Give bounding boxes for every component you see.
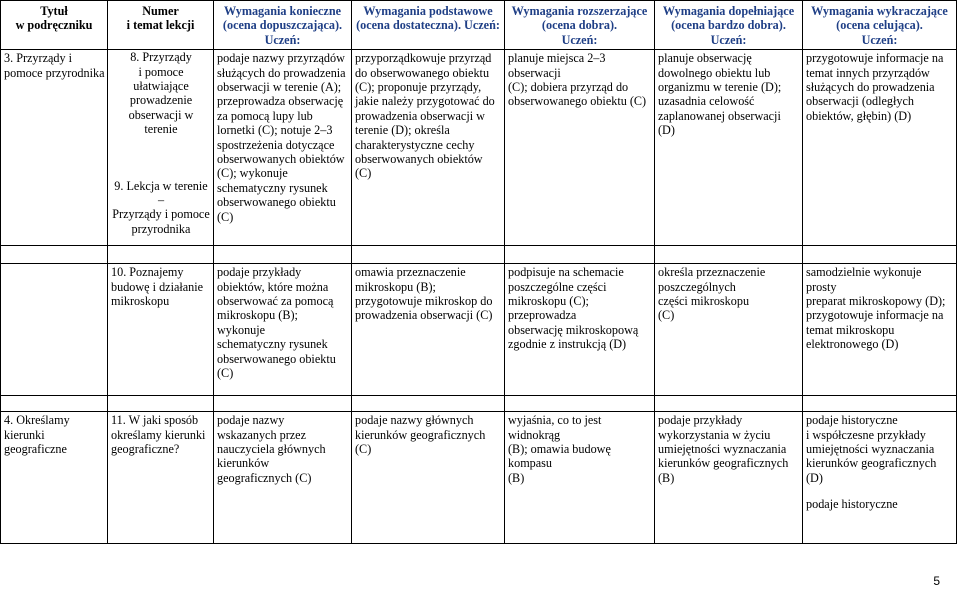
text-line: obiektów, głębin) (D) (806, 108, 912, 123)
text-line: 8. Przyrządy (130, 50, 192, 65)
spacer-cell (1, 396, 108, 412)
text-line: (ocena dostateczna). Uczeń: (356, 18, 500, 33)
text-line: Wymagania konieczne (223, 4, 342, 18)
row-lesson (108, 50, 214, 246)
text-line: prowadzenia obserwacji (C) (355, 308, 493, 323)
text-line: do obserwowanego obiektu (355, 65, 490, 80)
text-line: Uczeń: (561, 32, 598, 47)
text-line: przyrodnika (131, 221, 191, 236)
text-line: Wymagania dopełniające (662, 4, 795, 18)
req-cell (655, 50, 803, 246)
text-line: Wymagania wykraczające (811, 4, 948, 18)
text-line: planuje obserwację (658, 51, 752, 66)
text-line: przygotowuje informacje na (806, 308, 944, 323)
req-cell (352, 50, 505, 246)
text-line: temat mikroskopu (806, 322, 895, 337)
text-line: poszczególnych (658, 279, 736, 294)
req-cell (352, 412, 505, 544)
req-cell (655, 264, 803, 396)
text-line: charakterystyczne cechy (355, 137, 475, 152)
text-line: Wymagania rozszerzające (511, 4, 648, 18)
text-line: w podręczniku (15, 18, 93, 33)
req-cell (803, 412, 957, 544)
text-line: organizmu w terenie (D); (658, 80, 782, 95)
header-lesson (108, 1, 214, 50)
text-line: i współczesne przykłady (806, 427, 926, 442)
table-row (1, 50, 957, 246)
req-cell (214, 50, 352, 246)
text-line: planuje miejsca 2–3 obserwacji (508, 51, 606, 80)
text-line: (B) (658, 470, 675, 485)
text-line: kierunków geograficznych (806, 456, 937, 471)
row-title (1, 412, 108, 544)
row-lesson (108, 412, 214, 544)
text-line: Numer (142, 4, 179, 18)
text-line: poszczególne części (508, 279, 607, 294)
text-line: (D) (806, 470, 823, 485)
text-line: (ocena dopuszczająca). (222, 18, 343, 33)
text-line: podaje nazwy (217, 413, 285, 428)
spacer-cell (1, 246, 108, 264)
text-line: elektronowego (D) (806, 337, 899, 352)
text-line: mikroskopu (111, 294, 170, 309)
spacer-cell (505, 396, 655, 412)
text-line: (ocena bardzo dobra). (671, 18, 786, 33)
text-line: służących do prowadzenia (806, 80, 935, 95)
text-line: i pomoce ułatwiające (133, 64, 189, 94)
page-number: 5 (933, 574, 940, 588)
table-row (1, 412, 957, 544)
text-line: obserwacji w terenie (A); (217, 80, 342, 95)
req-cell (352, 264, 505, 396)
text-line: mikroskopu (B); (355, 279, 436, 294)
text-line: wykonuje (217, 322, 266, 337)
text-line: prowadzenia obserwacji w (355, 108, 485, 123)
text-line: Przyrządy i pomoce (112, 207, 210, 222)
spacer-cell (803, 396, 957, 412)
spacer-cell (108, 246, 214, 264)
text-line: nauczyciela głównych (217, 442, 326, 457)
req-extra-text: podaje historyczne (806, 497, 898, 512)
row-title: 3. Przyrządy i pomoce przyrodnika (1, 50, 108, 246)
text-line: obserwowanego obiektu (217, 351, 336, 366)
text-line: umiejętności wyznaczania (658, 442, 787, 457)
spacer-cell (655, 396, 803, 412)
header-title (1, 1, 108, 50)
text-line: Wymagania podstawowe (363, 4, 493, 18)
lesson-text (111, 179, 211, 245)
text-line: podaje historyczne (806, 413, 898, 428)
req-cell (214, 412, 352, 544)
text-line: budowę i działanie (111, 279, 204, 294)
text-line: obserwowanych obiektów (217, 152, 345, 167)
req-cell (803, 50, 957, 246)
text-line: określamy kierunki (111, 427, 206, 442)
text-line: obserwację mikroskopową (508, 322, 639, 337)
text-line: wykorzystania w życiu (658, 427, 771, 442)
table-header (1, 1, 957, 50)
spacer-cell (214, 396, 352, 412)
table-spacer (1, 246, 957, 264)
table-row (1, 264, 957, 396)
text-line: schematyczny rysunek (217, 337, 328, 352)
spacer-cell (655, 246, 803, 264)
text-line: służących do prowadzenia (217, 65, 346, 80)
text-line: 9. Lekcja w terenie – (114, 178, 208, 207)
text-line: dowolnego obiektu lub (658, 65, 771, 80)
text-line: podaje przykłady (658, 413, 743, 428)
text-line: (C); proponuje przyrządy, (355, 80, 482, 95)
text-line: umiejętności wyznaczania (806, 442, 935, 457)
text-line: (C); wykonuje (217, 166, 288, 181)
header-req-konieczne (214, 1, 352, 50)
text-line: przygotowuje mikroskop do (355, 294, 493, 309)
text-line: (C); dobiera przyrząd do (508, 80, 629, 95)
req-cell (505, 264, 655, 396)
text-line: kierunków geograficznych (658, 456, 789, 471)
text-line: Uczeń: (861, 32, 898, 47)
text-line: (B); omawia budowę kompasu (508, 442, 611, 471)
text-line: Uczeń: (710, 32, 747, 47)
text-line: Uczeń: (264, 32, 301, 47)
text-line: (C) (217, 209, 234, 224)
text-line: (B) (508, 470, 525, 485)
text-line: mikroskopu (C); przeprowadza (508, 294, 589, 323)
text-line: uzasadnia celowość (658, 94, 755, 109)
text-line: obserwowanego obiektu (C) (508, 94, 647, 109)
text-line: preparat mikroskopowy (D); (806, 294, 946, 309)
text-line: (C) (355, 442, 372, 457)
text-line: obiektów, które można (217, 279, 329, 294)
req-cell (655, 412, 803, 544)
table-spacer (1, 396, 957, 412)
req-cell (505, 412, 655, 544)
header-req-rozszerzajace (505, 1, 655, 50)
spacer-cell (352, 246, 505, 264)
text-line: przyporządkowuje przyrząd (355, 51, 492, 66)
text-line: podpisuje na schemacie (508, 265, 624, 280)
text-line: samodzielnie wykonuje prosty (806, 265, 922, 294)
req-cell (214, 264, 352, 396)
text-line: mikroskopu (B); (217, 308, 298, 323)
text-line: (C) (217, 366, 234, 381)
text-line: (C) (658, 308, 675, 323)
text-line: spostrzeżenia dotyczące (217, 137, 335, 152)
header-req-dopelniajace (655, 1, 803, 50)
text-line: lornetki (C); notuje 2–3 (217, 123, 333, 138)
text-line: 10. Poznajemy (111, 265, 184, 280)
text-line: i temat lekcji (126, 18, 195, 33)
text-line: przeprowadza obserwację (217, 94, 344, 109)
req-cell (505, 50, 655, 246)
text-line: (ocena dobra). (541, 18, 618, 33)
text-line: (C) (355, 166, 372, 181)
spacer-cell (505, 246, 655, 264)
text-line: zgodnie z instrukcją (D) (508, 337, 627, 352)
text-line: temat innych przyrządów (806, 65, 930, 80)
text-line: podaje nazwy głównych (355, 413, 474, 428)
row-title (1, 264, 108, 396)
header-req-podstawowe (352, 1, 505, 50)
text-line: podaje nazwy przyrządów (217, 51, 345, 66)
text-line: obserwacji (odległych (806, 94, 914, 109)
header-req-wykraczajace (803, 1, 957, 50)
text-line: omawia przeznaczenie (355, 265, 466, 280)
text-line: obserwować za pomocą (217, 294, 334, 309)
text-line: terenie (D); określa (355, 123, 450, 138)
spacer-cell (803, 246, 957, 264)
text-line: za pomocą lupy lub (217, 108, 313, 123)
req-cell (803, 264, 957, 396)
text-line: schematyczny rysunek (217, 180, 328, 195)
text-line: 11. W jaki sposób (111, 413, 199, 428)
req-text (806, 413, 954, 485)
text-line: geograficzne? (111, 442, 180, 457)
text-line: obserwowanego obiektu (217, 195, 336, 210)
text-line: Tytuł (40, 4, 68, 18)
spacer-cell (108, 396, 214, 412)
text-line: zaplanowanej obserwacji (D) (658, 108, 781, 138)
lesson-text (111, 50, 211, 136)
text-line: wskazanych przez (217, 427, 306, 442)
text-line: podaje przykłady (217, 265, 302, 280)
text-line: określa przeznaczenie (658, 265, 766, 280)
text-line: kierunków (217, 456, 270, 471)
row-lesson (108, 264, 214, 396)
text-line: części mikroskopu (658, 294, 750, 309)
text-line: kierunków geograficznych (355, 427, 486, 442)
text-line: 4. Określamy kierunki geograficzne (4, 413, 70, 457)
text-line: przygotowuje informacje na (806, 51, 944, 66)
text-line: jakie należy przygotować do (355, 94, 495, 109)
text-line: geograficznych (C) (217, 470, 312, 485)
spacer-cell (352, 396, 505, 412)
text-line: prowadzenie (129, 93, 193, 108)
text-line: obserwowanych obiektów (355, 152, 483, 167)
text-line: (ocena celująca). (836, 18, 923, 33)
text-line: wyjaśnia, co to jest widnokrąg (508, 413, 602, 442)
spacer-cell (214, 246, 352, 264)
text-line: obserwacji w terenie (128, 107, 194, 137)
